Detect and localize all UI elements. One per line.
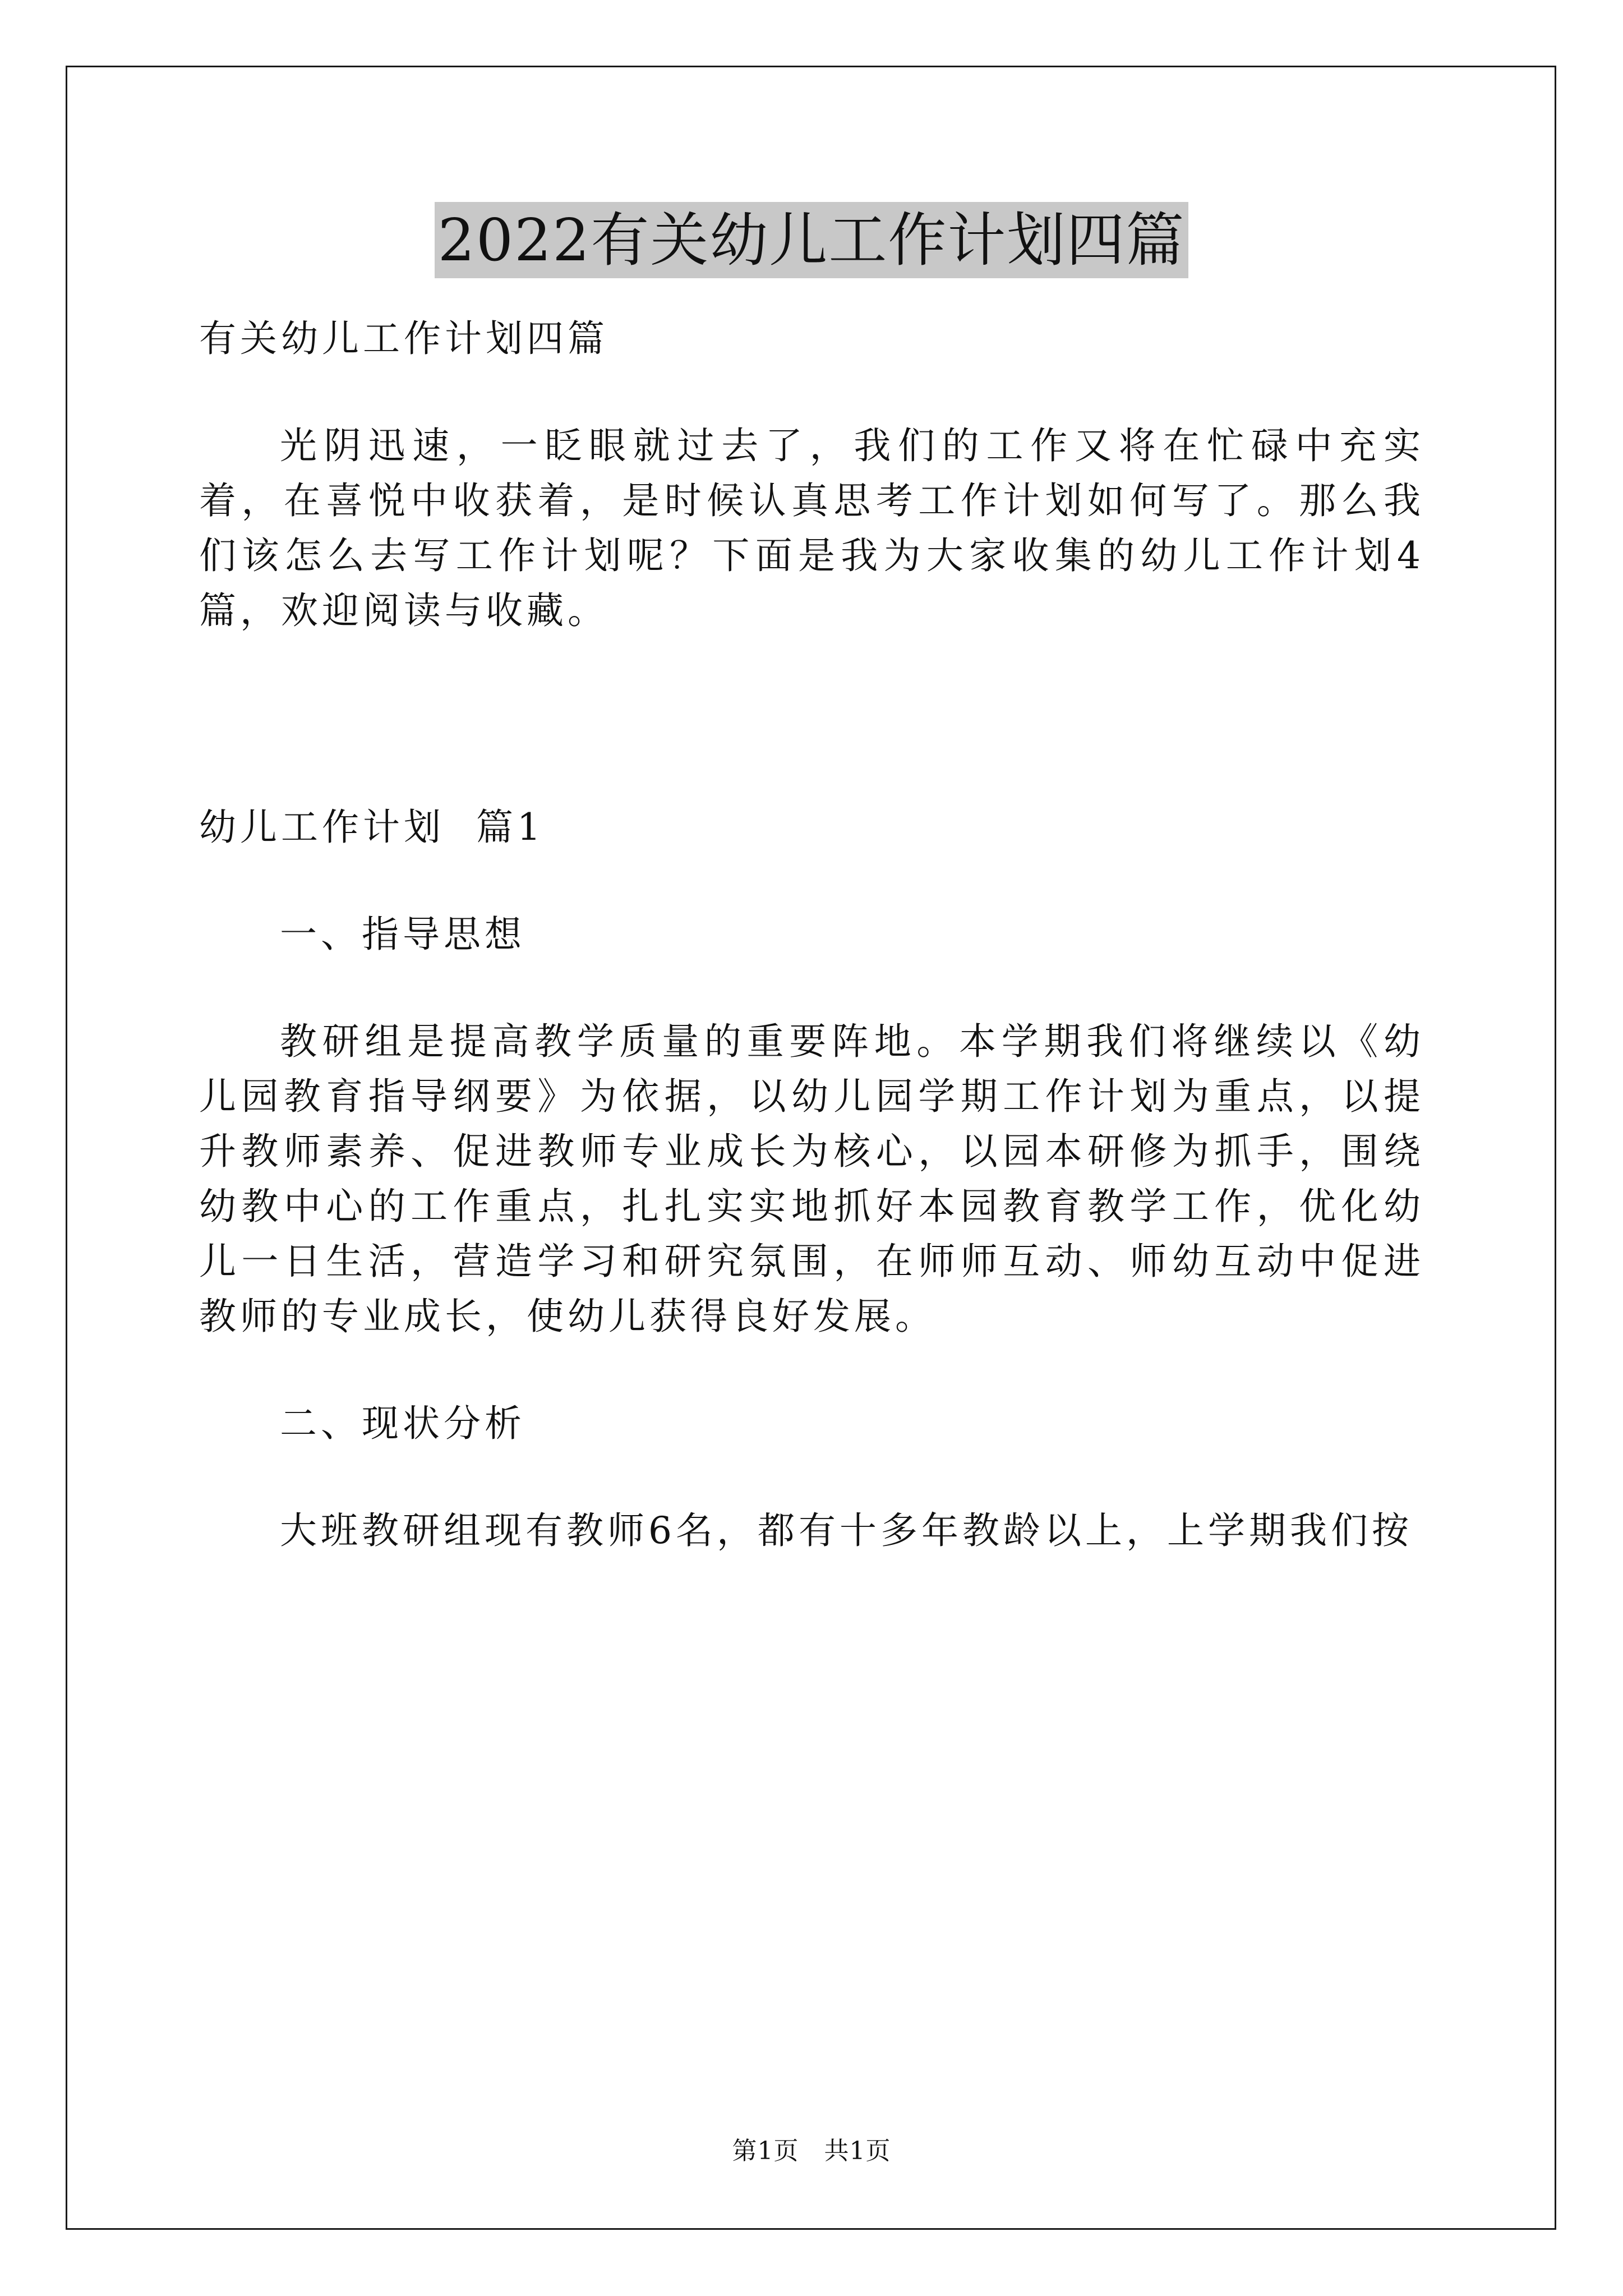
heading-status-analysis: 二、现状分析: [280, 1402, 525, 1445]
paragraph-status-analysis: 大班教研组现有教师6名，都有十多年教龄以上，上学期我们按: [280, 1509, 1413, 1552]
heading-guiding-ideology: 一、指导思想: [280, 913, 525, 956]
document-body: [199, 311, 1424, 1558]
page-number: 第1页 共1页: [732, 2137, 891, 2165]
document-subtitle: 有关幼儿工作计划四篇: [199, 317, 608, 360]
document-title: 2022有关幼儿工作计划四篇: [435, 202, 1189, 278]
intro-paragraph: 光阴迅速，一眨眼就过去了，我们的工作又将在忙碌中充实着，在喜悦中收获着，是时候认真思考工作计划如何写了。那么我们该怎么去写工作计划呢？下面是我为大家收集的幼儿工作计划4篇，欢迎阅读与收藏。: [199, 424, 1424, 632]
paragraph-guiding-ideology: 教研组是提高教学质量的重要阵地。本学期我们将继续以《幼儿园教育指导纲要》为依据，以幼儿园学期工作计划为重点，以提升教师素养、促进教师专业成长为核心，以园本研修为抓手，围绕幼教中心的工作重点，扎扎实实地抓好本园教育教学工作，优化幼儿一日生活，营造学习和研究氛围，在师师互动、师幼互动中促进教师的专业成长，使幼儿获得良好发展。: [199, 1020, 1424, 1338]
title-container: [0, 202, 1623, 278]
section-title: 幼儿工作计划 篇1: [199, 806, 545, 849]
page-footer: [0, 2134, 1623, 2168]
